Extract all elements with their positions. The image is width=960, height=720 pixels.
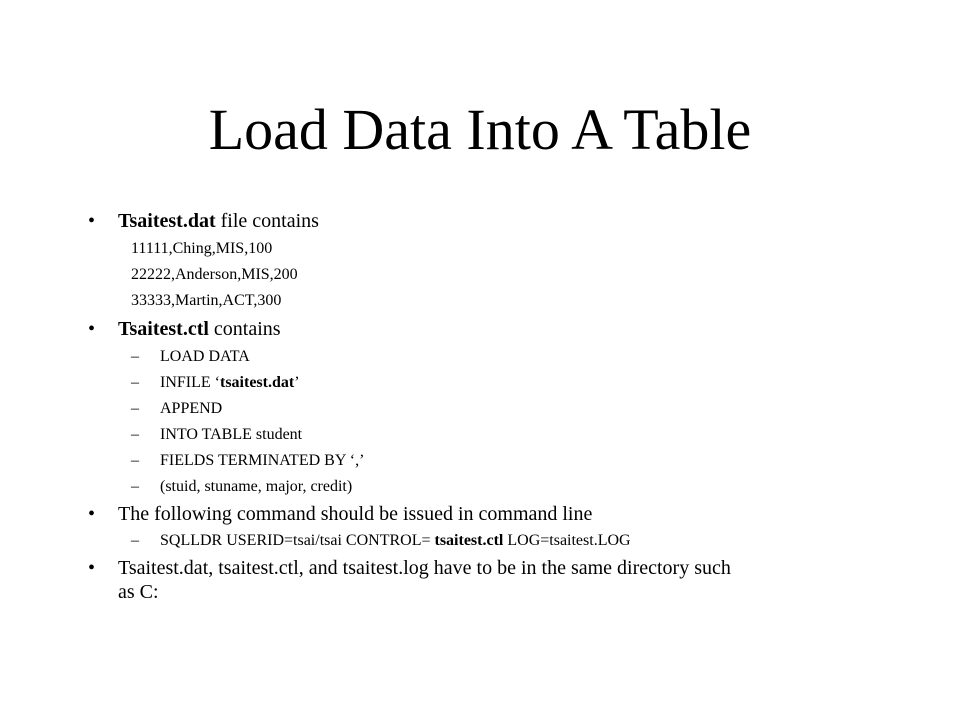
dash-icon: – — [131, 452, 139, 469]
bullet-text: contains — [208, 318, 281, 340]
infile-filename: tsaitest.dat — [219, 374, 295, 391]
ctl-line-fields: FIELDS TERMINATED BY ‘,’ — [160, 452, 365, 469]
bullet-tsaitest-dat — [118, 209, 319, 233]
dash-icon: – — [131, 400, 139, 417]
bullet-icon: • — [88, 318, 96, 340]
dash-icon: – — [131, 374, 139, 391]
ctl-line-columns: (stuid, stuname, major, credit) — [160, 478, 353, 495]
data-line-2: 22222,Anderson,MIS,200 — [131, 266, 298, 283]
data-line-1: 11111,Ching,MIS,100 — [131, 240, 273, 257]
bullet-icon: • — [88, 210, 96, 232]
filename-bold: Tsaitest.dat — [118, 210, 216, 232]
dash-icon: – — [131, 478, 139, 495]
dash-icon: – — [131, 426, 139, 443]
ctl-line-into-table: INTO TABLE student — [160, 426, 303, 443]
bullet-icon: • — [88, 557, 96, 579]
infile-suffix: ’ — [294, 374, 300, 391]
infile-prefix: INFILE ‘ — [160, 374, 220, 391]
slide-title: Load Data Into A Table — [208, 97, 752, 162]
filename-bold: Tsaitest.ctl — [118, 318, 209, 340]
bullet-command-line: The following command should be issued in command line — [118, 503, 593, 525]
command-prefix: SQLLDR USERID=tsai/tsai CONTROL= — [160, 532, 435, 549]
command-ctl-file: tsaitest.ctl — [434, 532, 504, 549]
command-suffix: LOG=tsaitest.LOG — [503, 532, 631, 549]
ctl-line-infile — [160, 373, 300, 393]
bullet-same-directory-line1: Tsaitest.dat, tsaitest.ctl, and tsaitest.log have to be in the same directory such — [118, 557, 731, 579]
ctl-line-append: APPEND — [160, 400, 223, 417]
bullet-icon: • — [88, 503, 96, 525]
bullet-same-directory-line2: as C: — [118, 581, 159, 603]
dash-icon: – — [131, 348, 139, 365]
sqlldr-command — [160, 531, 631, 551]
bullet-text: file contains — [215, 210, 319, 232]
data-line-3: 33333,Martin,ACT,300 — [131, 292, 282, 309]
ctl-line-load-data: LOAD DATA — [160, 348, 250, 365]
bullet-tsaitest-ctl — [118, 317, 281, 341]
dash-icon: – — [131, 532, 139, 549]
